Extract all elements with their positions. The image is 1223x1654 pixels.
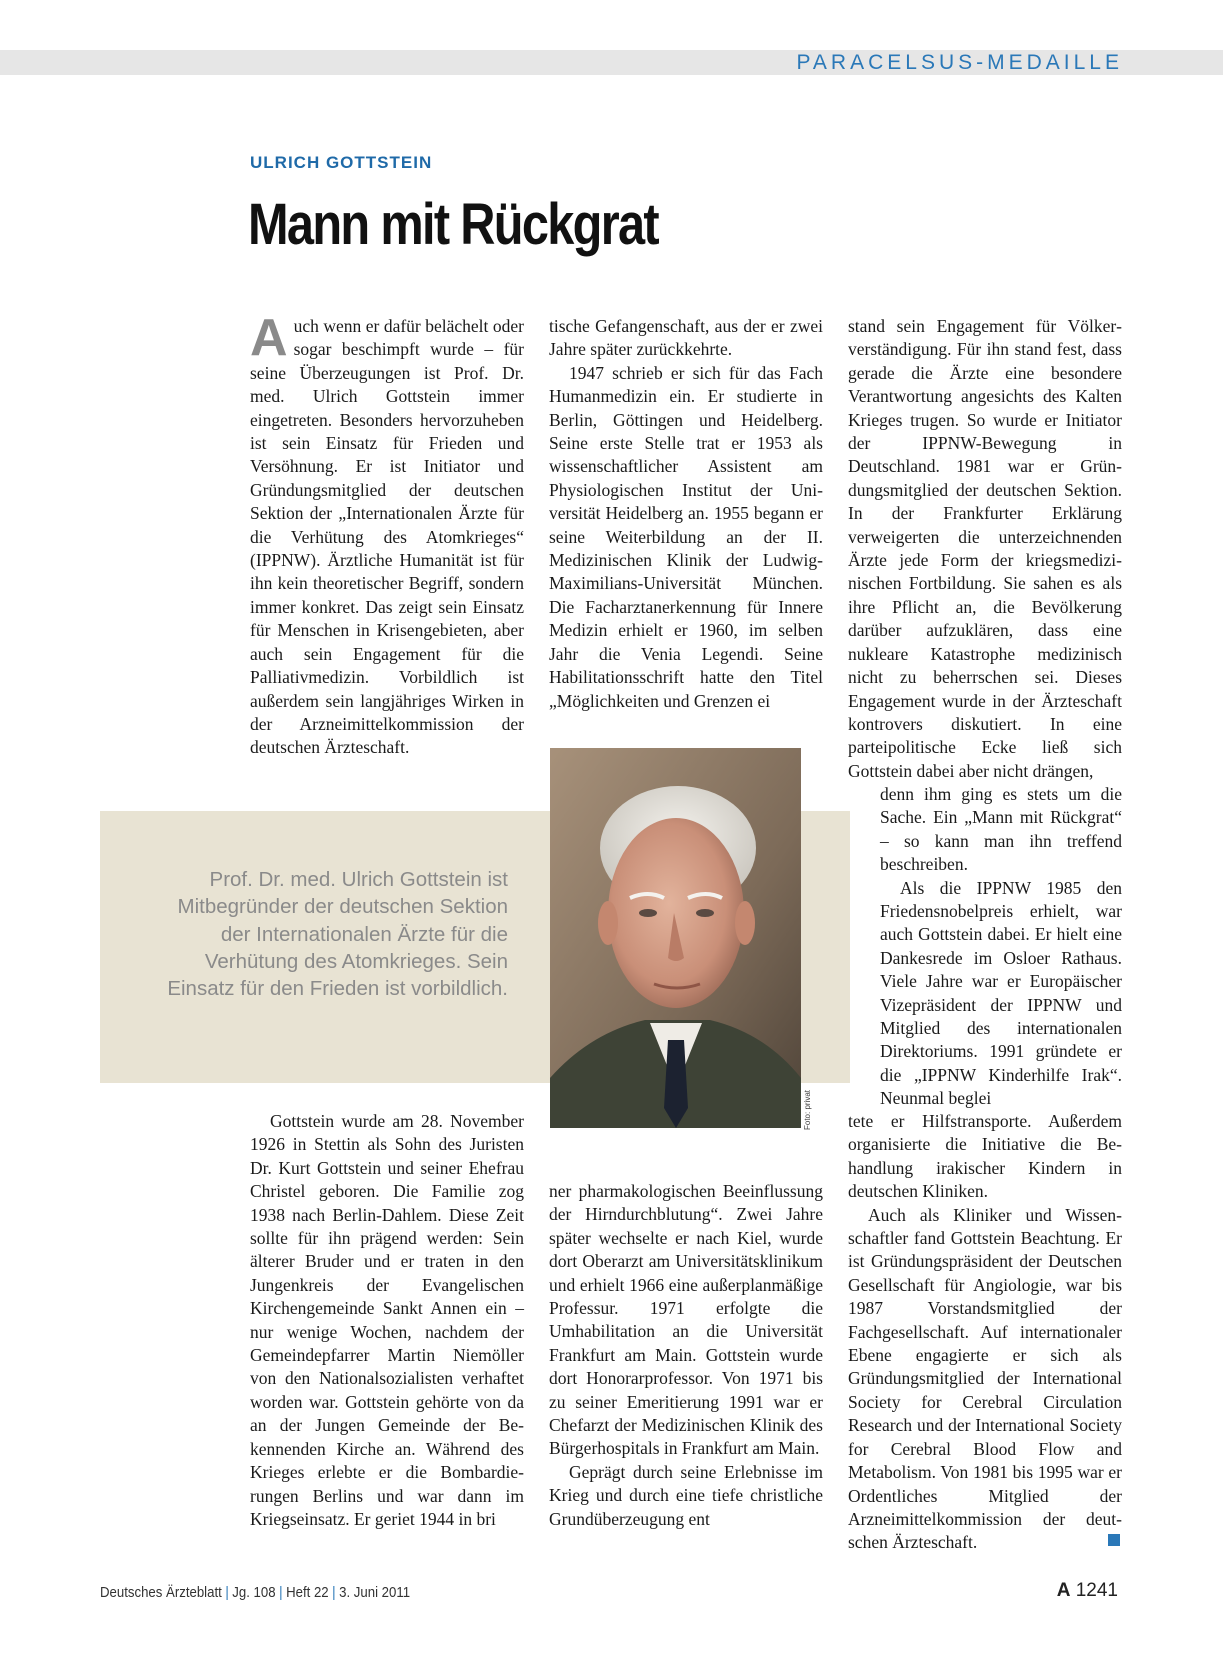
page-number-value: 1241	[1075, 1580, 1118, 1601]
pull-quote: Prof. Dr. med. Ulrich Gottstein ist Mitbegründer der deutschen Sektion der Internationalen Ärzte für die Verhütung des Atomkrieges. Sein Einsatz für den Frieden ist vorbildlich.	[167, 868, 508, 1001]
column-1-bottom	[250, 1110, 524, 1531]
page-number	[1057, 1580, 1118, 1602]
portrait-image	[550, 748, 801, 1128]
footer-citation: Deutsches Ärzteblatt | Jg. 108 | Heft 22 | 3. Juni 2011	[100, 1584, 411, 1601]
issue: Heft 22	[286, 1584, 329, 1601]
journal-name: Deutsches Ärzteblatt	[100, 1584, 222, 1601]
end-mark	[1108, 1534, 1120, 1546]
intro-paragraph	[250, 309, 524, 760]
page-prefix: A	[1056, 1580, 1071, 1601]
column-3-top	[848, 315, 1122, 783]
paragraph: Auch als Kliniker und Wissenschaftler fand Gottstein Beachtung. Er ist Gründungspräsident der Deutschen Gesellschaft für Angiologie, war bis 1987 Vorstandsmitglied der Fachgesellschaft. Auf internationaler Ebene engagierte er sich als Gründungsmitglied der International Society for Cerebral Circulation Research und der International Society for Cerebral Blood Flow and Metabolism. Von 1981 bis 1995 war er Ordentliches Mitglied der Arzneimittelkommission der deutschen Ärzteschaft.	[848, 1204, 1122, 1553]
volume: Jg. 108	[232, 1584, 276, 1601]
paragraph: denn ihm ging es stets um die Sache. Ein „Mann mit Rückgrat“ – so kann man ihn treffend beschreiben.	[880, 784, 1122, 875]
photo-credit: Foto: privat	[803, 1089, 812, 1130]
section-label: PARACELSUS-MEDAILLE	[796, 51, 1123, 74]
paragraph: Gottstein wurde am 28. November 1926 in Stettin als Sohn des Juristen Dr. Kurt Gottstein und seiner Ehefrau Christel geboren. Die Familie zog 1938 nach Berlin-Dahlem. Diese Zeit sollte für ihn prägend werden: Sein älterer Bruder und er traten in den Jungenkreis der Evangelischen Kirchengemeinde Sankt Annen ein – nur wenige Wochen, nachdem der Gemeindepfarrer Martin Niemöller von den Nationalsozialisten verhaftet worden war. Gottstein gehörte von da an der Jungen Gemeinde der Bekennenden Kirche an. Während des Krieges erlebte er die Bombardierungen Berlins und war dann im Kriegseinsatz. Er geriet 1944 in bri	[250, 1111, 524, 1529]
portrait-photo	[550, 748, 801, 1128]
article-kicker: ULRICH GOTTSTEIN	[250, 153, 433, 172]
paragraph: 1947 schrieb er sich für das Fach Humanmedizin ein. Er studierte in Berlin, Göttingen und Heidelberg. Seine erste Stelle trat er 1953 als wissenschaftlicher Assistent am Physiologischen Institut der Universität Heidelberg an. 1955 begann er seine Weiterbildung an der II. Medizinischen Klinik der Ludwig-Maximilians-Universität München. Die Facharztanerkennung für Innere Medizin erhielt er 1960, im selben Jahr die Venia Legendi. Seine Habilitationsschrift hatte den Titel „Möglichkeiten und Grenzen ei	[549, 362, 823, 711]
drop-cap: A	[250, 309, 288, 367]
column-3-bottom	[848, 1110, 1122, 1555]
paragraph: stand sein Engagement für Völkerverständigung. Für ihn stand fest, dass gerade die Ärzte eine besondere Verantwortung angesichts des Kalten Krieges trugen. So wurde er Initiator der IPPNW-Bewegung in Deutschland. 1981 war er Gründungsmitglied der deutschen Sektion. In der Frankfurter Erklärung verweigerten die unterzeichnenden Ärzte jede Form der kriegsmedizinischen Fortbildung. Sie sahen es als ihre Pflicht an, die Bevölkerung darüber aufzuklären, dass eine nukleare Katastrophe medizinisch nicht zu beherrschen sei. Dieses Engagement wurde in der Ärzteschaft kontrovers diskutiert. In eine parteipolitische Ecke ließ sich Gottstein dabei aber nicht drängen,	[848, 316, 1122, 781]
paragraph: ner pharmakologischen Beeinflussung der Hirndurchblutung“. Zwei Jahre später wechselte er nach Kiel, wurde dort Oberarzt am Universitätsklinikum und erhielt 1966 eine außerplanmäßige Professur. 1971 erfolgte die Umhabilitation an die Universität Frankfurt am Main. Gottstein wurde dort Honorarprofessor. Von 1971 bis zu seiner Emeritierung 1991 war er Chefarzt der Medizinischen Klinik des Bürgerhospitals in Frankfurt am Main.	[549, 1181, 823, 1459]
column-2-bottom	[549, 1180, 823, 1531]
publication-date: 3. Juni 2011	[339, 1584, 411, 1601]
paragraph: Geprägt durch seine Erlebnisse im Krieg und durch eine tiefe christliche Grundüberzeugung ent	[549, 1461, 823, 1529]
paragraph: tete er Hilfstransporte. Außerdem organisierte die Initiative die Behandlung irakischer Kindern in deutschen Kliniken.	[848, 1111, 1122, 1202]
column-3-middle	[880, 783, 1122, 1111]
paragraph: tische Gefangenschaft, aus der er zwei Jahre später zurückkehrte.	[549, 316, 823, 360]
column-2-top	[549, 315, 823, 713]
column-1-top	[250, 309, 524, 760]
intro-text: uch wenn er dafür belächelt oder sogar beschimpft wurde – für seine Überzeugungen ist Prof. Dr. med. Ulrich Gottstein immer eingetreten. Besonders hervorzuheben ist sein Einsatz für Frieden und Versöhnung. Er ist Initiator und Gründungsmitglied der deutschen Sektion der „Internationalen Ärzte für die Verhütung des Atomkrieges“ (IPPNW). Ärztliche Humanität ist für ihn kein theoretischer Begriff, sondern immer konkret. Das zeigt sein Einsatz für Menschen in Krisengebieten, aber auch sein Engagement für die Palliativmedizin. Vorbildlich ist außerdem sein langjähriges Wirken in der Arzneimittelkommission der deutschen Ärzteschaft.	[250, 316, 524, 758]
paragraph: Als die IPPNW 1985 den Friedensnobelpreis erhielt, war auch Gottstein dabei. Er hielt eine Dankesrede im Osloer Rathaus. Viele Jahre war er Europäischer Vizepräsident der IPPNW und Mitglied des internationalen Direktoriums. 1991 gründete er die „IPPNW Kinderhilfe Irak“. Neunmal beglei	[880, 877, 1122, 1109]
article-title: Mann mit Rückgrat	[248, 192, 658, 257]
